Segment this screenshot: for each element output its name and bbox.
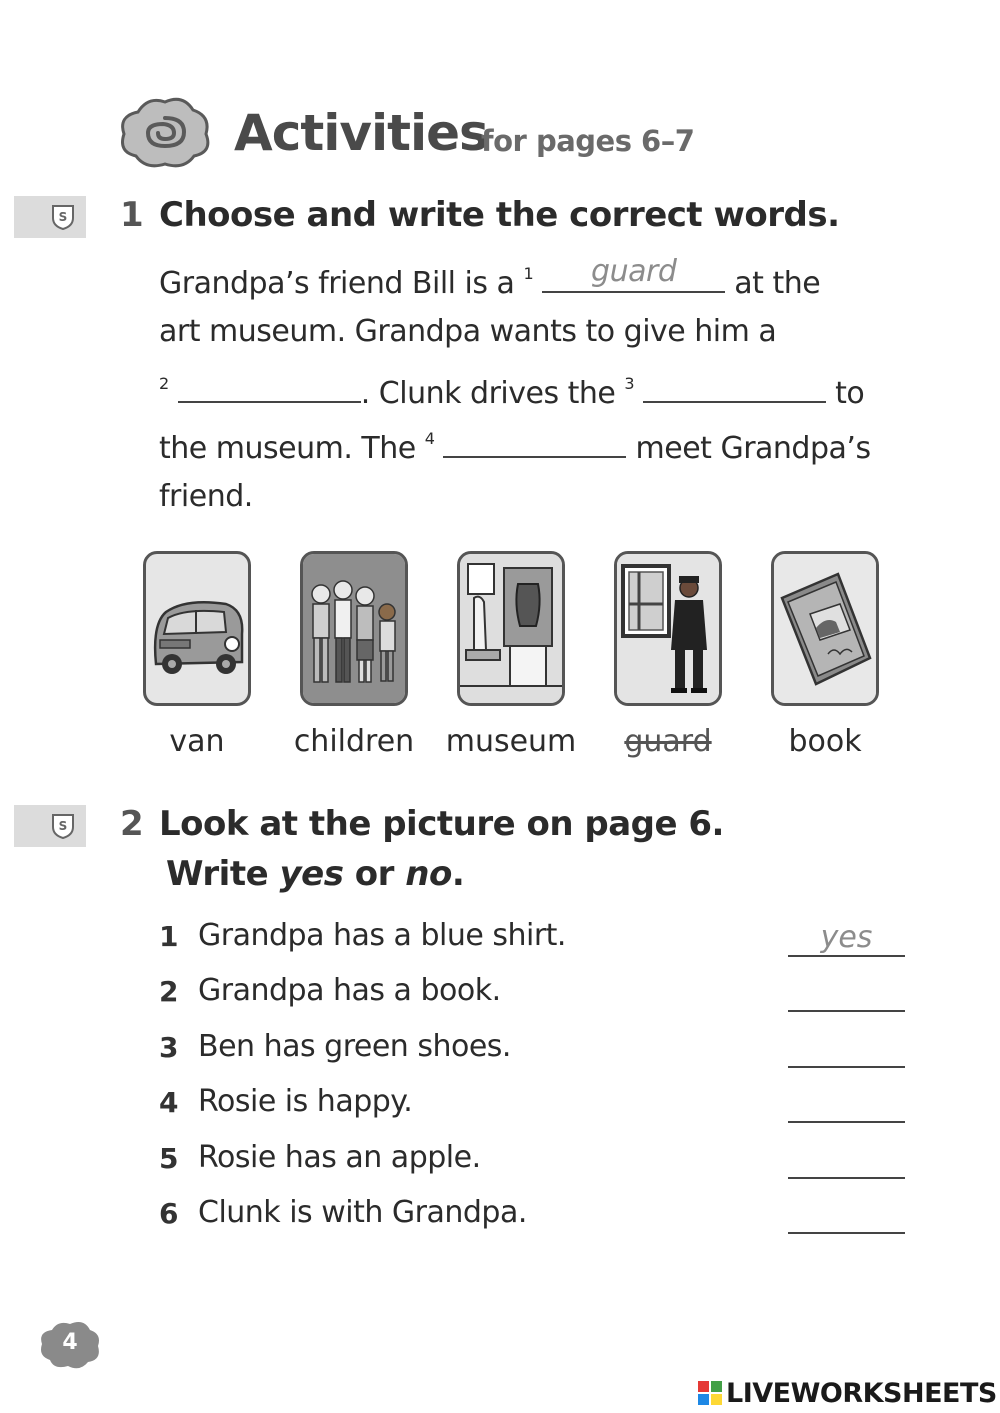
item-6-number: 6 bbox=[159, 1197, 179, 1230]
item-4-answer-line[interactable] bbox=[788, 1087, 905, 1123]
paragraph-line-3: $^2$ . Clunk drives the $^3$ to bbox=[159, 369, 864, 411]
brand-name[interactable]: LIVEWORKSHEETS bbox=[726, 1378, 997, 1409]
item-2-text: Grandpa has a book. bbox=[198, 973, 501, 1008]
item-3-answer-line[interactable] bbox=[788, 1032, 905, 1068]
museum-picture bbox=[457, 551, 565, 706]
page-subtitle: for pages 6–7 bbox=[481, 124, 695, 158]
item-1-answer-line[interactable] bbox=[788, 921, 905, 957]
section-2-number: 2 bbox=[120, 804, 144, 844]
svg-text:S: S bbox=[58, 210, 68, 224]
item-5-number: 5 bbox=[159, 1142, 179, 1175]
word-children: children bbox=[293, 724, 415, 759]
blank-2[interactable] bbox=[178, 369, 361, 403]
blank-1-answer: guard bbox=[591, 254, 677, 289]
item-6-answer-line[interactable] bbox=[788, 1198, 905, 1234]
item-3-number: 3 bbox=[159, 1031, 179, 1064]
shield-s-icon bbox=[52, 813, 74, 839]
section-2-instruction-line-2: Write yes or no. bbox=[166, 854, 465, 894]
item-5-text: Rosie has an apple. bbox=[198, 1140, 481, 1175]
item-2-number: 2 bbox=[159, 975, 179, 1008]
blank-4[interactable] bbox=[443, 424, 626, 458]
item-6-text: Clunk is with Grandpa. bbox=[198, 1195, 527, 1230]
children-picture bbox=[300, 551, 408, 706]
word-van: van bbox=[169, 724, 225, 759]
swirl-cloud-icon bbox=[118, 94, 213, 169]
item-4-number: 4 bbox=[159, 1086, 179, 1119]
item-3-text: Ben has green shoes. bbox=[198, 1029, 511, 1064]
paragraph-line-2: art museum. Grandpa wants to give him a bbox=[159, 314, 777, 349]
paragraph-line-1: Grandpa’s friend Bill is a $^1$ guard at the bbox=[159, 254, 821, 301]
word-guard-struck: guard bbox=[624, 724, 712, 759]
item-1-answer: yes bbox=[820, 920, 873, 955]
section-2-instruction-line-1: Look at the picture on page 6. bbox=[159, 804, 724, 844]
van-picture bbox=[143, 551, 251, 706]
book-picture bbox=[771, 551, 879, 706]
word-museum: museum bbox=[445, 724, 577, 759]
word-book: book bbox=[788, 724, 862, 759]
liveworksheets-logo-icon bbox=[697, 1380, 723, 1406]
paragraph-line-5: friend. bbox=[159, 479, 253, 514]
paragraph-line-4: the museum. The $^4$ meet Grandpa’s bbox=[159, 424, 871, 466]
page-number: 4 bbox=[62, 1330, 78, 1355]
page-title: Activities bbox=[234, 104, 488, 162]
item-2-answer-line[interactable] bbox=[788, 976, 905, 1012]
section-1-instruction: Choose and write the correct words. bbox=[159, 195, 840, 235]
item-4-text: Rosie is happy. bbox=[198, 1084, 413, 1119]
section-2-tab bbox=[14, 805, 86, 847]
shield-s-icon bbox=[52, 204, 74, 230]
section-1-tab bbox=[14, 196, 86, 238]
item-1-number: 1 bbox=[159, 920, 179, 953]
section-1-number: 1 bbox=[120, 195, 144, 235]
svg-text:S: S bbox=[58, 819, 68, 833]
guard-picture bbox=[614, 551, 722, 706]
item-5-answer-line[interactable] bbox=[788, 1143, 905, 1179]
blank-1[interactable] bbox=[542, 254, 725, 293]
blank-3[interactable] bbox=[643, 369, 826, 403]
item-1-text: Grandpa has a blue shirt. bbox=[198, 918, 566, 953]
